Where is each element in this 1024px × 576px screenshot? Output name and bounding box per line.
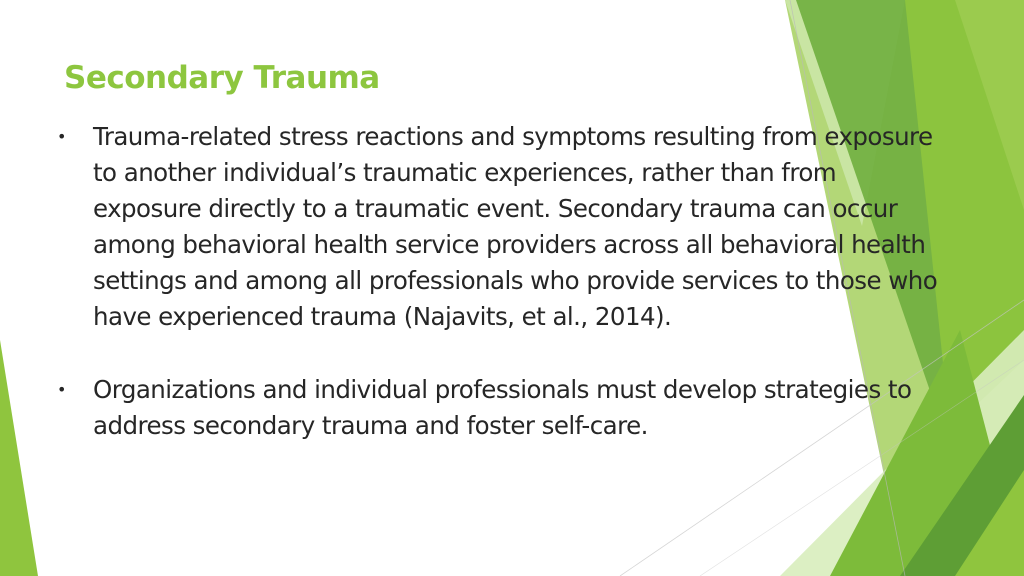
bullet-list [56, 119, 946, 444]
slide-title: Secondary Trauma [64, 60, 380, 96]
left-edge-accent-shape [0, 340, 38, 576]
bullet-item [56, 119, 946, 335]
bullet-marker: • [57, 380, 66, 399]
bullet-marker: • [57, 127, 66, 146]
bullet-text: Organizations and individual professionals must develop strategies to address secondary trauma and foster self-care. [93, 375, 912, 440]
bullet-item [56, 372, 946, 444]
bullet-text: Trauma-related stress reactions and symptoms resulting from exposure to another individual’s traumatic experiences, rather than from exposure directly to a traumatic event. Secondary trauma can occur among behavioral health service providers across all behavioral health settings and among all professionals who provide services to those who have experienced trauma (Najavits, et al., 2014). [93, 122, 938, 331]
